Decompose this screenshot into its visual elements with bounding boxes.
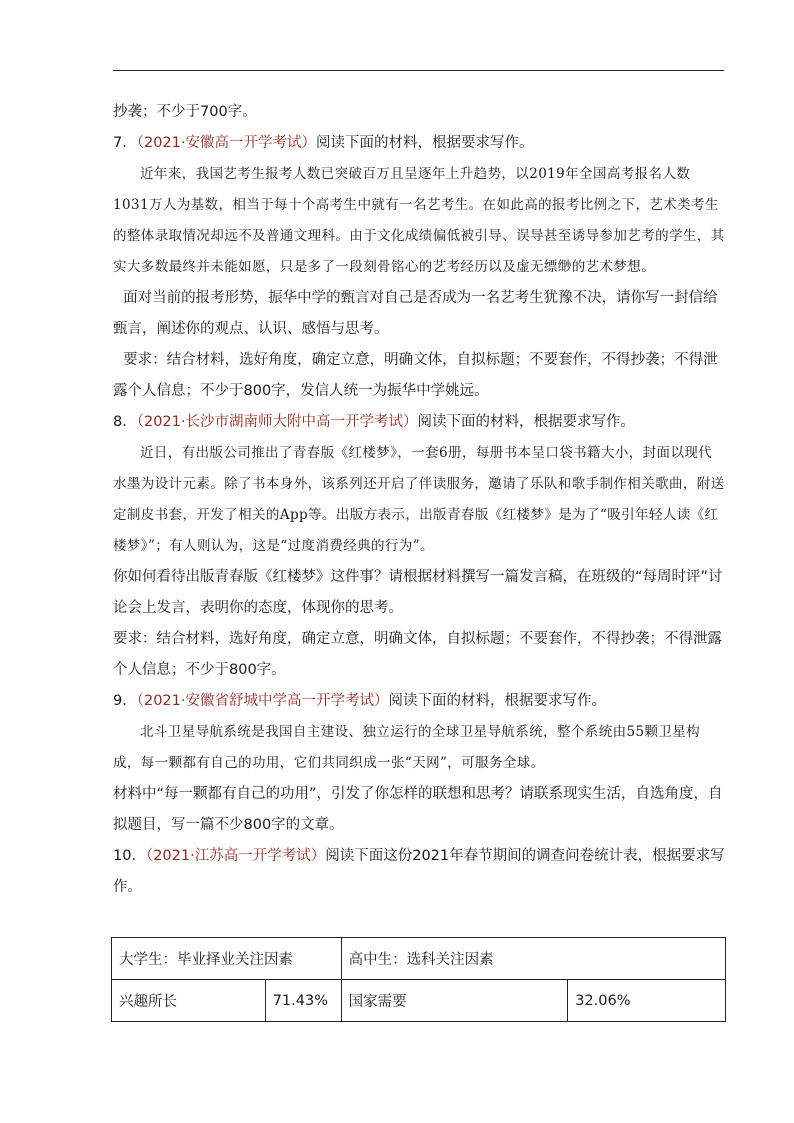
question-7-heading (113, 128, 725, 159)
question-source: （2021·安徽省舒城中学高一开学考试） (136, 693, 389, 709)
question-source: （2021·长沙市湖南师大附中高一开学考试） (136, 414, 418, 430)
question-8-requirements: 要求：结合材料，选好角度，确定立意，明确文体，自拟标题；不要套作，不得抄袭；不得泄露个人信息；不少于800字。 (113, 631, 722, 678)
question-7-prompt: 面对当前的报考形势，振华中学的甄言对自己是否成为一名艺考生犹豫不决，请你写一封信给甄言，阐述你的观点、认识、感悟与思考。 (113, 290, 718, 337)
question-source: （2021·安徽高一开学考试） (136, 135, 316, 151)
question-7-material: 近年来，我国艺考生报考人数已突破百万且呈逐年上升趋势，以2019年全国高考报名人数1031万人为基数，相当于每十个高考生中就有一名艺考生。在如此高的报考比例之下，艺术类考生的整体录取情况却远不及普通文理科。由于文化成绩偏低被引导、误导甚至诱导参加艺考的学生，其实大多数最终并未能如愿，只是多了一段刻骨铭心的艺考经历以及虚无缥缈的艺术梦想。 (113, 166, 725, 275)
question-number: 10． (113, 848, 146, 864)
question-9-material: 北斗卫星导航系统是我国自主建设、独立运行的全球卫星导航系统，整个系统由55颗卫星构成，每一颗都有自己的功用，它们共同织成一张“天网”，可服务全球。 (113, 724, 701, 771)
table-header-cell: 大学生：毕业择业关注因素 (112, 938, 342, 980)
table-header-cell: 高中生：选科关注因素 (341, 938, 725, 980)
question-10-heading (113, 841, 725, 903)
intro-line: 抄袭；不少于700字。 (113, 104, 257, 120)
question-9-prompt: 材料中“每一颗都有自己的功用”，引发了你怎样的联想和思考？请联系现实生活，自选角度，自拟题目，写一篇不少800字的文章。 (113, 786, 723, 833)
question-instruction: 阅读下面的材料，根据要求写作。 (417, 414, 635, 430)
question-number: 9． (113, 693, 137, 709)
header-rule (113, 70, 724, 71)
question-number: 7． (113, 135, 137, 151)
question-8-material: 近日，有出版公司推出了青春版《红楼梦》，一套6册，每册书本呈口袋书籍大小，封面以现代水墨为设计元素。除了书本身外，该系列还开启了伴读服务，邀请了乐队和歌手制作相关歌曲，附送定制皮书套，开发了相关的App等。出版方表示，出版青春版《红楼梦》是为了“吸引年轻人读《红楼梦》”；有人则认为，这是“过度消费经典的行为”。 (113, 445, 725, 554)
table-cell: 国家需要 (341, 980, 568, 1022)
question-7-requirements: 要求：结合材料，选好角度，确定立意，明确文体，自拟标题；不要套作，不得抄袭；不得泄露个人信息；不少于800字，发信人统一为振华中学姚远。 (113, 352, 718, 399)
question-instruction: 阅读下面这份2021年春节期间的调查问卷统计表，根据要求写作。 (113, 848, 725, 895)
table-row (112, 980, 726, 1022)
table-cell: 71.43% (265, 980, 341, 1022)
table-cell: 兴趣所长 (112, 980, 266, 1022)
question-8-prompt: 你如何看待出版青春版《红楼梦》这件事？请根据材料撰写一篇发言稿，在班级的“每周时评”讨论会上发言，表明你的态度，体现你的思考。 (113, 569, 723, 616)
table-cell: 32.06% (568, 980, 726, 1022)
question-instruction: 阅读下面的材料，根据要求写作。 (316, 135, 534, 151)
document-content (113, 97, 725, 903)
question-source: （2021·江苏高一开学考试） (145, 848, 326, 864)
question-8-heading (113, 407, 725, 438)
table-row (112, 938, 726, 980)
question-9-heading (113, 686, 725, 717)
survey-table (111, 937, 726, 1022)
question-number: 8． (113, 414, 137, 430)
question-instruction: 阅读下面的材料，根据要求写作。 (388, 693, 606, 709)
